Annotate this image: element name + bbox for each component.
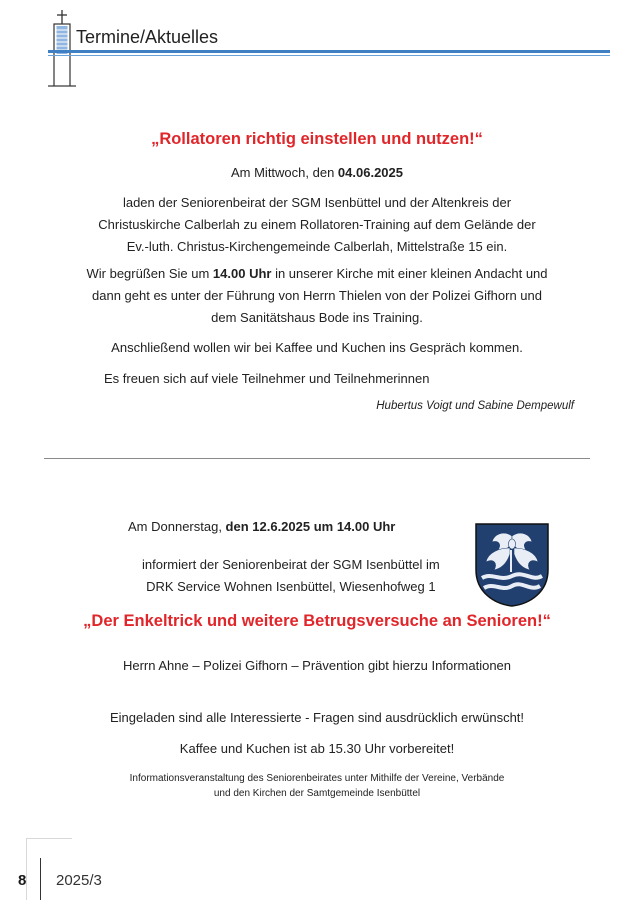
article1-paragraph3: Anschließend wollen wir bei Kaffee und Kuchen ins Gespräch kommen. [111,340,523,355]
date-prefix: Am Mittwoch, den [230,165,338,180]
header-rule-thin [48,55,610,56]
signature: Hubertus Voigt und Sabine Dempewulf [376,400,574,412]
article2-location [142,554,440,598]
issue-number: 2025/3 [56,872,102,889]
article2-coffee: Kaffee und Kuchen ist ab 15.30 Uhr vorbereitet! [179,741,455,756]
page-number: 8 [18,872,27,889]
article1-paragraph4: Es freuen sich auf viele Teilnehmer und Teilnehmerinnen [104,371,430,386]
text-span: in unserer Kirche mit einer kleinen Andacht und [271,266,548,281]
event-date: den 12.6.2025 um 14.00 Uhr [225,519,396,534]
footer-divider [40,858,41,900]
article1-paragraph2 [0,263,634,329]
text-span: Wir begrüßen Sie um [86,266,213,281]
text-line: Informationsveranstaltung des Seniorenbeirates unter Mithilfe der Vereine, Verbände [129,773,505,784]
event-date: 04.06.2025 [337,165,403,180]
text-line: Christuskirche Calberlah zu einem Rollatoren-Training auf dem Gelände der [98,217,536,232]
text-line [0,263,634,285]
article2-speaker: Herrn Ahne – Polizei Gifhorn – Prävention gibt hierzu Informationen [122,658,512,673]
text-line: laden der Seniorenbeirat der SGM Isenbüttel und der Altenkreis der [122,195,512,210]
footer-corner-line [26,838,27,900]
church-logo-icon [44,8,78,88]
article1-date-line [0,162,634,184]
text-line: dann geht es unter der Führung von Herrn Thielen von der Polizei Gifhorn und [92,288,542,303]
text-line: DRK Service Wohnen Isenbüttel, Wiesenhofweg 1 [146,579,436,594]
text-line: dem Sanitätshaus Bode ins Training. [211,310,423,325]
header-rule [48,50,610,53]
article2-date-line [128,516,395,538]
coat-of-arms-icon [474,522,550,608]
date-prefix: Am Donnerstag, [128,519,226,534]
text-line: informiert der Seniorenbeirat der SGM Isenbüttel im [142,557,440,572]
article2-headline: „Der Enkeltrick und weitere Betrugsversuche an Senioren!“ [83,612,551,630]
text-line: Ev.-luth. Christus-Kirchengemeinde Calberlah, Mittelstraße 15 ein. [126,239,508,254]
article2-invite: Eingeladen sind alle Interessierte - Fragen sind ausdrücklich erwünscht! [109,710,525,725]
article1-paragraph1 [0,192,634,258]
footer-corner-line [26,838,72,839]
article2-footnote [0,771,634,801]
article1-headline: „Rollatoren richtig einstellen und nutzen!“ [151,130,483,148]
text-line: und den Kirchen der Samtgemeinde Isenbüttel [213,788,421,799]
event-time: 14.00 Uhr [212,266,272,281]
section-title: Termine/Aktuelles [76,27,219,47]
section-divider [44,458,590,459]
